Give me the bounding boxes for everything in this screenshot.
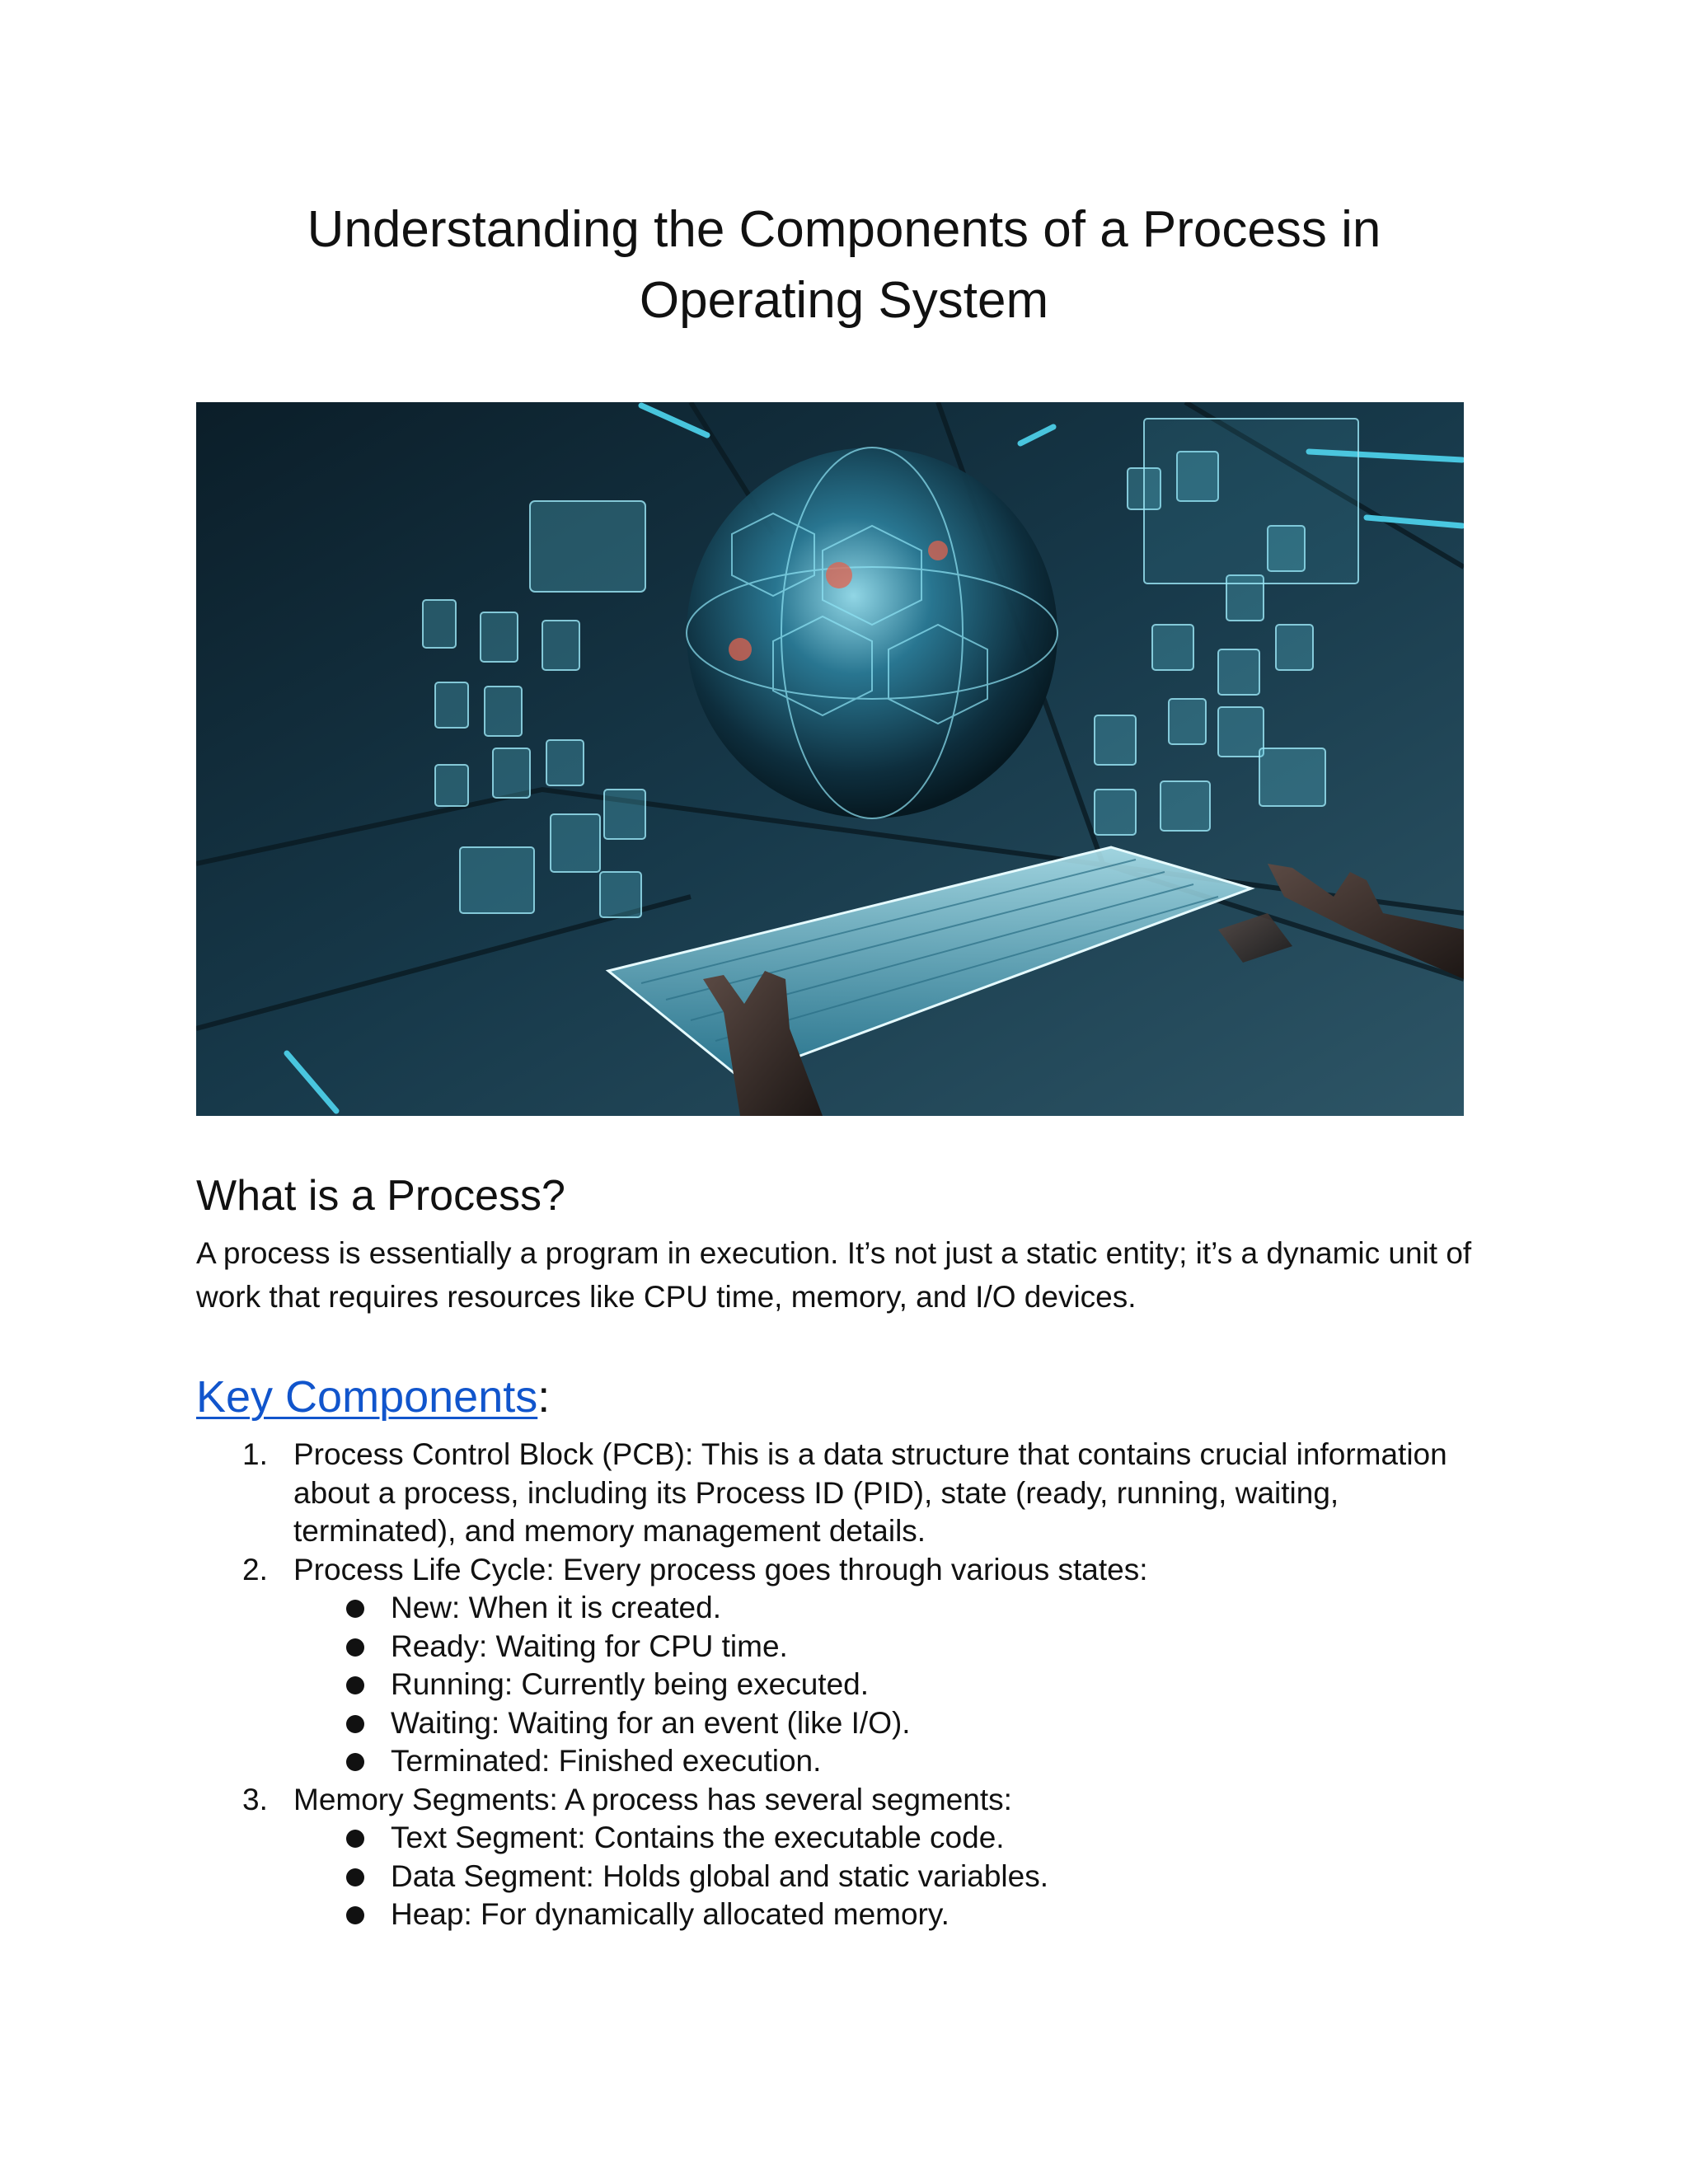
list-item-text: Memory Segments: A process has several segments: <box>293 1782 1012 1816</box>
bullet-text: Terminated: Finished execution. <box>391 1744 822 1778</box>
list-item-pcb <box>196 1436 1482 1551</box>
bullet-item <box>196 1858 1482 1896</box>
heading-colon: : <box>537 1372 551 1422</box>
list-item-life-cycle <box>196 1551 1482 1590</box>
key-components-link[interactable]: Key Components <box>196 1372 538 1422</box>
bullet-dot-icon <box>346 1676 364 1694</box>
bullet-item <box>196 1666 1482 1704</box>
bullet-item <box>196 1742 1482 1781</box>
bullet-text: Ready: Waiting for CPU time. <box>391 1629 788 1663</box>
bullet-text: Heap: For dynamically allocated memory. <box>391 1897 950 1931</box>
list-item-text: Process Control Block (PCB): This is a data structure that contains crucial information about a process, including its Process ID (PID), state (ready, running, waiting, terminated), and memory management details. <box>293 1437 1447 1548</box>
list-number: 3. <box>242 1782 268 1816</box>
title-line-1: Understanding the Components of a Process in <box>307 201 1381 258</box>
bullet-dot-icon <box>346 1906 364 1924</box>
bullet-dot-icon <box>346 1715 364 1733</box>
title-line-2: Operating System <box>639 272 1049 329</box>
bullet-text: Text Segment: Contains the executable code. <box>391 1821 1005 1854</box>
list-item-text: Process Life Cycle: Every process goes through various states: <box>293 1552 1148 1586</box>
bullet-dot-icon <box>346 1868 364 1886</box>
bullet-item <box>196 1704 1482 1743</box>
bullet-item <box>196 1589 1482 1628</box>
section-heading-what-is-a-process: What is a Process? <box>196 1172 565 1220</box>
bullet-text: Waiting: Waiting for an event (like I/O). <box>391 1705 911 1740</box>
bullet-item <box>196 1819 1482 1858</box>
hero-image <box>196 402 1464 1116</box>
section-heading-key-components <box>196 1366 550 1427</box>
bullet-dot-icon <box>346 1638 364 1657</box>
bullet-text: Data Segment: Holds global and static variables. <box>391 1858 1048 1893</box>
document-title <box>198 194 1490 336</box>
bullet-dot-icon <box>346 1753 364 1771</box>
list-number: 2. <box>242 1552 268 1586</box>
key-components-list <box>196 1436 1482 1934</box>
section-paragraph: A process is essentially a program in execution. It’s not just a static entity; it’s a dynamic unit of work that requires resources like CPU time, memory, and I/O devices. <box>196 1236 1472 1314</box>
list-number: 1. <box>242 1437 268 1471</box>
bullet-item <box>196 1896 1482 1934</box>
bullet-item <box>196 1628 1482 1666</box>
list-item-memory-segments <box>196 1781 1482 1820</box>
bullet-text: Running: Currently being executed. <box>391 1667 870 1701</box>
bullet-text: New: When it is created. <box>391 1591 721 1624</box>
bullet-dot-icon <box>346 1600 364 1618</box>
bullet-dot-icon <box>346 1830 364 1848</box>
